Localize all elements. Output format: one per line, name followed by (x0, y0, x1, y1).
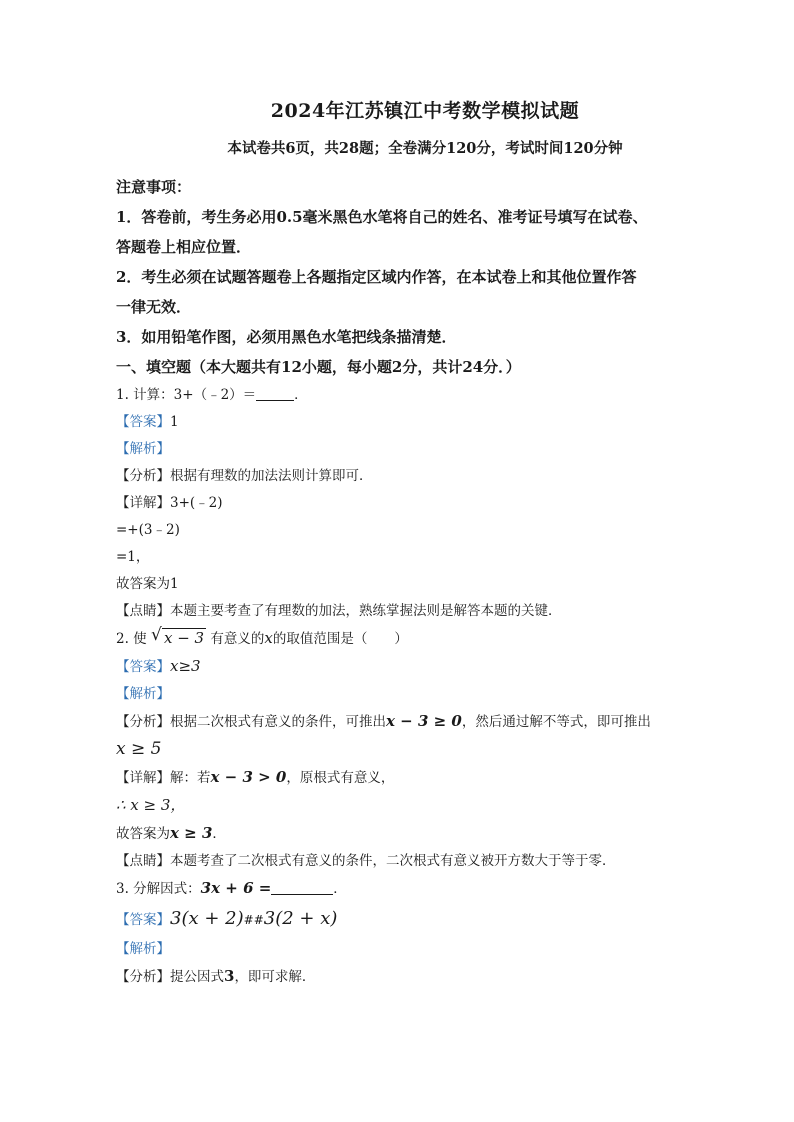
analysis-line (116, 436, 734, 463)
fenxi-line (116, 708, 734, 736)
solution-step (116, 792, 734, 820)
answer-tag: 【答案】 (116, 414, 170, 430)
inequality: x ≥ 3 (170, 824, 213, 842)
comment-text: 本题主要考查了有理数的加法，熟练掌握法则是解答本题的关键． (170, 603, 562, 619)
answer-value: 1 (170, 414, 179, 430)
answer-separator: ## (243, 913, 264, 927)
fenxi-text: 提公因式 (170, 969, 224, 985)
analysis-tag: 【解析】 (116, 441, 170, 457)
detail-text: 3+(﹣2) (170, 495, 223, 511)
answer-line (116, 903, 734, 936)
fenxi-line (116, 463, 734, 490)
question-3 (116, 875, 734, 903)
analysis-line (116, 681, 734, 708)
analysis-line (116, 936, 734, 963)
question-stem-end: 的取值范围是（ ） (272, 631, 408, 647)
variable: x (264, 629, 273, 647)
detail-text: ，原根式有意义， (286, 770, 395, 786)
comment-line (116, 598, 734, 625)
inequality: x − 3 > 0 (210, 768, 287, 786)
detail-line (116, 490, 734, 517)
answer-tag: 【答案】 (116, 912, 170, 928)
solution-step: =+(3﹣2) (116, 522, 180, 538)
question-stem: 3. 分解因式： (116, 881, 201, 897)
answer-blank (256, 386, 294, 401)
factor: 3 (224, 967, 235, 985)
detail-tag: 【详解】 (116, 495, 170, 511)
answer-blank (271, 880, 333, 895)
inequality: x ≥ 5 (116, 739, 162, 759)
detail-line (116, 764, 734, 792)
fenxi-continuation (116, 736, 734, 764)
inequality: ∴ x ≥ 3， (116, 796, 186, 814)
square-root-expression (151, 625, 206, 652)
answer-line (116, 653, 734, 681)
inequality: x − 3 ≥ 0 (386, 712, 462, 730)
question-stem-end: ． (333, 881, 347, 897)
answer-value: 3(x + 2) (170, 908, 244, 929)
conclusion-text: 故答案为 (116, 826, 170, 842)
question-stem: 1. 计算：3+（﹣2）＝ (116, 387, 257, 403)
expression: 3x + 6 = (200, 879, 272, 897)
comment-tag: 【点睛】 (116, 603, 170, 619)
conclusion-line: 故答案为1 (116, 576, 179, 592)
question-stem: 有意义的 (210, 631, 265, 647)
comment-line (116, 848, 734, 875)
conclusion-line (116, 820, 734, 848)
radical-sign: √ (150, 625, 162, 645)
answer-line (116, 409, 734, 436)
fenxi-text: 根据有理数的加法法则计算即可． (170, 468, 373, 484)
section-heading: 一、填空题（本大题共有12小题，每小题2分，共计24分．） (116, 358, 521, 376)
exam-info: 本试卷共6页，共28题；全卷满分120分，考试时间120分钟 (227, 140, 623, 157)
fenxi-line (116, 963, 734, 991)
conclusion-text: ． (212, 826, 226, 842)
notes-heading: 注意事项： (116, 178, 192, 196)
page-title: 2024年江苏镇江中考数学模拟试题 (270, 100, 580, 122)
analysis-tag: 【解析】 (116, 941, 170, 957)
fenxi-text: 根据二次根式有意义的条件，可推出 (170, 714, 386, 730)
solution-step: =1， (116, 549, 150, 565)
answer-value: 3(2 + x) (263, 908, 338, 929)
fenxi-tag: 【分析】 (116, 714, 170, 730)
radicand: x − 3 (163, 629, 205, 647)
answer-value: x≥3 (170, 657, 201, 675)
note-item: 3．如用铅笔作图，必须用黑色水笔把线条描清楚． (116, 328, 457, 346)
note-item: 一律无效． (116, 298, 192, 316)
question-2 (116, 625, 734, 653)
fenxi-tag: 【分析】 (116, 969, 170, 985)
question-stem-end: ． (294, 387, 308, 403)
note-item: 1．答卷前，考生务必用0.5毫米黑色水笔将自己的姓名、准考证号填写在试卷、 (116, 208, 648, 226)
fenxi-text: ，然后通过解不等式，即可推出 (461, 714, 651, 730)
analysis-tag: 【解析】 (116, 686, 170, 702)
detail-text: 解：若 (170, 770, 211, 786)
comment-text: 本题考查了二次根式有意义的条件，二次根式有意义被开方数大于等于零． (170, 853, 616, 869)
answer-tag: 【答案】 (116, 659, 170, 675)
note-item: 2．考生必须在试题答题卷上各题指定区域内作答，在本试卷上和其他位置作答 (116, 268, 637, 286)
fenxi-tag: 【分析】 (116, 468, 170, 484)
fenxi-text: ，即可求解． (234, 969, 316, 985)
detail-tag: 【详解】 (116, 770, 170, 786)
question-stem: 2. 使 (116, 631, 147, 647)
note-item: 答题卷上相应位置． (116, 238, 252, 256)
comment-tag: 【点睛】 (116, 853, 170, 869)
question-1 (116, 382, 734, 409)
